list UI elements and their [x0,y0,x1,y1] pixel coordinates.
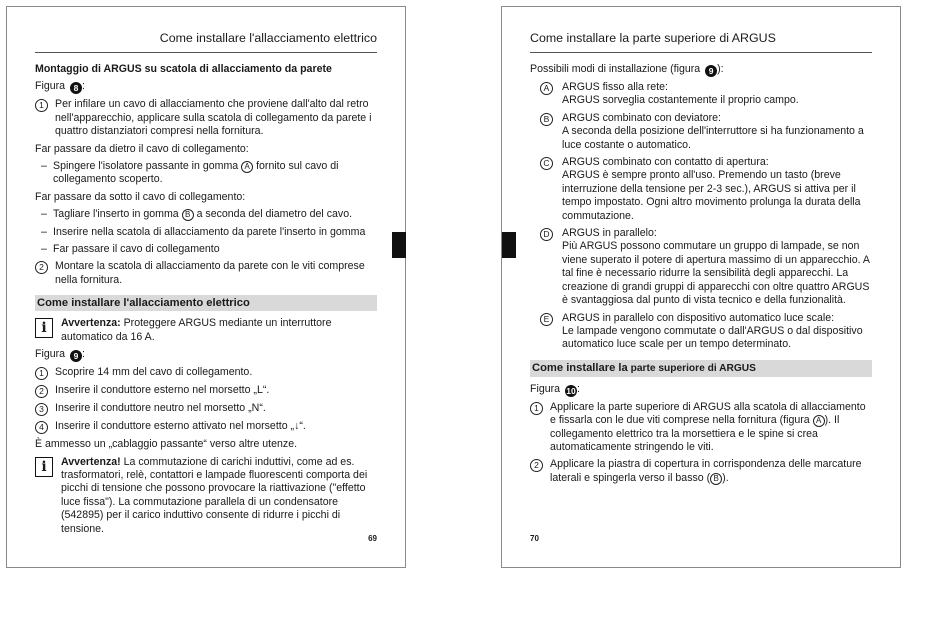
dash-item: – Spingere l'isolatore passante in gomma A fornito sul cavo di collegamento scoperto. [41,160,339,186]
page-header: Come installare l'allacciamento elettrico [35,31,377,53]
numbered-step: 1 Applicare la parte superiore di ARGUS alla scatola di allacciamento e fissarla con le due viti comprese nella fornitura (figura A ). Il collegamento elettrico tra la morsettiera e le spine si crea automaticamente stringendo le viti. [530,401,872,455]
install-mode: B ARGUS combinato con deviatore: A seconda della posizione dell'interruttore si ha funzionamento a luce costante o automatico. [530,112,872,152]
numbered-step [35,98,377,138]
step-text: Per infilare un cavo di allacciamento che proviene dall'alto dal retro nell'apparecchio, applicare sulla scatola di collegamento da parete i quattro distanziatori compresi nella fornitura. [55,98,372,138]
dash-item: – Far passare il cavo di collegamento [41,243,220,256]
step-number-circle: 2 [530,459,543,472]
step-text: Montare la scatola di allacciamento da parete con le viti comprese nella fornitura. [55,260,365,286]
notice-text: Avvertenza: Proteggere ARGUS mediante un interruttore automatico da 16 A. [61,317,332,343]
step-number-circle: 2 [35,261,48,274]
page-content-left [35,31,377,540]
install-mode: E ARGUS in parallelo con dispositivo automatico luce scale: Le lampade vengono commutate o dall'ARGUS o dal dispositivo automatico luce scale per un tempo determinato. [530,312,872,352]
mode-letter-circle: D [540,228,553,241]
wire-step: 3 Inserire il conduttore neutro nel morsetto „N“. [35,402,377,416]
numbered-step: 2 Applicare la piastra di copertura in corrispondenza delle marcature laterali e spingerla verso il basso ( B ). [530,458,872,485]
mode-letter-circle: C [540,157,553,170]
wire-step: 2 Inserire il conduttore esterno nel morsetto „L“. [35,384,377,398]
dash-item: – Inserire nella scatola di allacciamento da parete l'inserto in gomma [41,225,366,238]
step-number-circle: 1 [35,99,48,112]
notice-box [35,317,377,344]
marker-a-circle: A [241,161,253,173]
mode-letter-circle: A [540,82,553,95]
figura-reference: Figura 10: [530,382,580,396]
section-heading: Come installare la parte superiore di ARGUS [530,360,872,377]
side-tab-marker [392,232,406,258]
page-content-right [530,31,872,489]
section-heading: Come installare l'allacciamento elettrico [35,295,377,311]
marker-b-circle: B [710,473,722,485]
step-number-circle: 1 [35,367,48,380]
cablaggio-note: È ammesso un „cablaggio passante“ verso altre utenze. [35,438,298,451]
figure-number-badge: 10 [566,385,576,396]
page-header: Come installare la parte superiore di ARGUS [530,31,872,53]
figure-number-badge: 9 [70,350,82,362]
install-mode: A ARGUS fisso alla rete: ARGUS sorveglia costantemente il proprio campo. [530,81,872,108]
install-mode: C ARGUS combinato con contatto di apertura: ARGUS è sempre pronto all'uso. Premendo un tasto (breve interruzione della tensione per 2-3 sec.), ARGUS si attiva per il tempo impostato. Ogni altro movimento prolunga la durata della commutazione. [530,156,872,223]
numbered-step [35,260,377,287]
figura-reference: Figura 9 : [35,348,85,362]
sotto-intro: Far passare da sotto il cavo di collegamento: [35,190,246,203]
mode-letter-circle: B [540,113,553,126]
side-tab-marker [502,232,516,258]
mode-letter-circle: E [540,313,553,326]
marker-b-circle: B [182,209,194,221]
info-icon: i [35,318,53,338]
figura-reference: Figura 8 : [35,80,85,94]
montaggio-title: Montaggio di ARGUS su scatola di allacciamento da parete [35,63,332,75]
figure-number-badge: 9 [705,65,717,77]
info-icon: i [35,457,53,477]
page-number: 69 [368,534,377,543]
modes-intro: Possibili modi di installazione (figura 9 ): [530,63,724,76]
dash-item: – Tagliare l'inserto in gomma B a seconda del diametro del cavo. [41,208,353,221]
step-number-circle: 2 [35,385,48,398]
marker-a-circle: A [813,415,825,427]
wire-step: 4 Inserire il conduttore esterno attivato nel morsetto „↓“. [35,420,377,434]
step-number-circle: 1 [530,402,543,415]
notice-box [35,456,377,536]
step-number-circle: 3 [35,403,48,416]
figure-number-badge: 8 [70,82,82,94]
page-number: 70 [530,534,539,543]
retro-intro: Far passare da dietro il cavo di collegamento: [35,142,249,155]
page-left [6,6,406,568]
step-number-circle: 4 [35,421,48,434]
wire-step: 1 Scoprire 14 mm del cavo di collegamento. [35,366,377,380]
install-mode: D ARGUS in parallelo: Più ARGUS possono commutare un gruppo di lampade, se non viene superato il potere di apertura massimo di un apparecchio. A tal fine è necessario ridurre la sensibilità degli apparecchi. La creazione di grandi gruppi di apparecchi con oltre quattro ARGUS è svantaggiosa dal punto di vista tecnico e della funzionalità. [530,227,872,307]
page-right [501,6,901,568]
notice-text: Avvertenza! La commutazione di carichi induttivi, come ad es. trasformatori, relè, contattori e lampade fluorescenti comporta dei picchi di tensione che possono provocare la riattivazione ("effetto luce fissa"). La commutazione parallela di un condensatore (542895) per il carico induttivo consente di ridurre i picchi di tensione. [61,455,368,535]
